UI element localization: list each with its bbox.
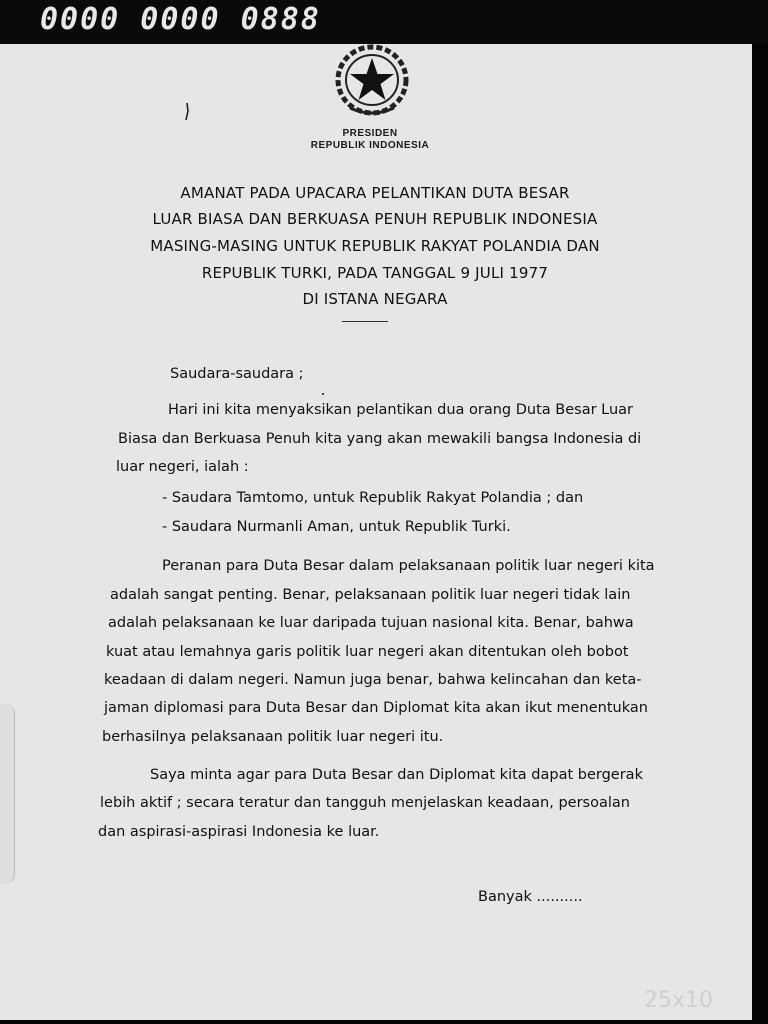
body-line-11: jaman diplomasi para Duta Besar dan Diplomat kita akan ikut menentukan bbox=[104, 700, 648, 716]
document-page bbox=[0, 44, 752, 1020]
body-line-8: adalah pelaksanaan ke luar daripada tujuan nasional kita. Benar, bahwa bbox=[108, 615, 634, 631]
film-frame-edge bbox=[752, 44, 768, 1024]
film-bottom-edge bbox=[0, 1020, 768, 1024]
body-line-1: Hari ini kita menyaksikan pelantikan dua orang Duta Besar Luar bbox=[168, 402, 634, 418]
continuation-catchword: Banyak .......... bbox=[478, 889, 583, 905]
garuda-star-wreath-emblem-icon bbox=[330, 44, 414, 118]
body-line-7: adalah sangat penting. Benar, pelaksanaan politik luar negeri tidak lain bbox=[110, 587, 631, 603]
body-line-9: kuat atau lemahnya garis politik luar negeri akan ditentukan oleh bobot bbox=[106, 644, 629, 660]
list-item-1: - Saudara Tamtomo, untuk Republik Rakyat Polandia ; dan bbox=[162, 490, 584, 506]
issuer-line-presiden: PRESIDEN bbox=[342, 128, 398, 139]
body-line-10: keadaan di dalam negeri. Namun juga benar, bahwa kelincahan dan keta- bbox=[104, 672, 642, 688]
title-line-4: REPUBLIK TURKI, PADA TANGGAL 9 JULI 1977 bbox=[201, 264, 549, 282]
title-divider bbox=[342, 321, 388, 322]
salutation: Saudara-saudara ; bbox=[170, 366, 304, 382]
body-line-2: Biasa dan Berkuasa Penuh kita yang akan mewakili bangsa Indonesia di bbox=[118, 431, 642, 447]
list-item-2: - Saudara Nurmanli Aman, untuk Republik Turki. bbox=[162, 519, 511, 535]
body-line-3: luar negeri, ialah : bbox=[116, 459, 249, 475]
body-line-12: berhasilnya pelaksanaan politik luar negeri itu. bbox=[102, 729, 444, 745]
film-counter: 0000 0000 0888 bbox=[40, 2, 321, 37]
title-line-3: MASING-MASING UNTUK REPUBLIK RAKYAT POLANDIA DAN bbox=[150, 237, 600, 255]
issuer-line-republik-indonesia: REPUBLIK INDONESIA bbox=[310, 140, 430, 151]
title-line-1: AMANAT PADA UPACARA PELANTIKAN DUTA BESAR bbox=[180, 184, 570, 202]
body-line-6: Peranan para Duta Besar dalam pelaksanaan politik luar negeri kita bbox=[162, 558, 655, 574]
title-line-2: LUAR BIASA DAN BERKUASA PENUH REPUBLIK INDONESIA bbox=[152, 210, 598, 228]
body-line-13: Saya minta agar para Duta Besar dan Diplomat kita dapat bergerak bbox=[150, 767, 643, 783]
stray-ink-mark bbox=[184, 102, 190, 122]
stray-dot bbox=[322, 393, 324, 395]
title-line-5: DI ISTANA NEGARA bbox=[302, 290, 448, 308]
scan-edge-shadow bbox=[0, 704, 15, 884]
body-line-15: dan aspirasi-aspirasi Indonesia ke luar. bbox=[98, 824, 380, 840]
body-line-14: lebih aktif ; secara teratur dan tangguh menjelaskan keadaan, persoalan bbox=[100, 795, 630, 811]
faint-corner-mark: 25x10 bbox=[644, 988, 714, 1013]
